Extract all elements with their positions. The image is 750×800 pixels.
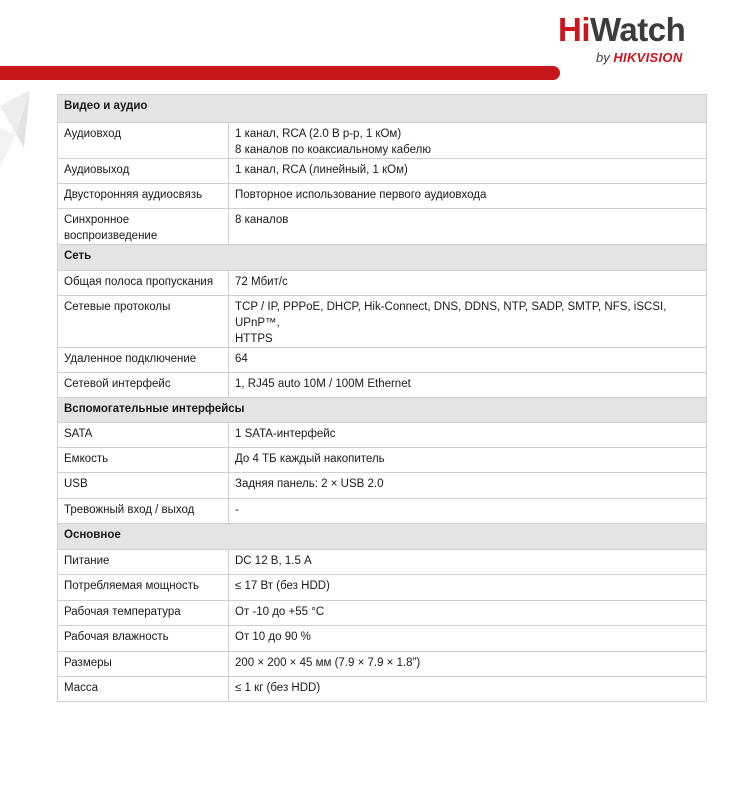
spec-value-line: 64 [235,353,248,365]
spec-value-line: - [235,504,239,516]
spec-label: Двусторонняя аудиосвязь [58,184,229,209]
table-row [58,348,707,373]
spec-value [229,123,707,159]
logo-wordmark [558,10,685,50]
spec-value [229,473,707,499]
table-row [58,209,707,245]
spec-table [57,94,707,702]
table-row [58,652,707,677]
logo-hikvision-text: HIKVISION [613,50,683,65]
table-row [58,575,707,601]
spec-label: Сетевые протоколы [58,296,229,348]
spec-value [229,184,707,209]
spec-label: Аудиовход [58,123,229,159]
section-header-row [58,245,707,271]
logo-subtitle [596,50,683,66]
table-row [58,550,707,575]
spec-value-line: 1, RJ45 auto 10M / 100M Ethernet [235,378,411,390]
spec-label: Масса [58,677,229,702]
spec-value-line: 1 SATA-интерфейс [235,428,336,440]
logo-hi-text: Hi [558,11,590,48]
logo-by-text: by [596,50,610,65]
spec-label: USB [58,473,229,499]
hiwatch-logo [558,10,718,70]
spec-value-line: 1 канал, RCA (2.0 В р-р, 1 кОм) [235,128,402,140]
spec-value-line: DC 12 В, 1.5 А [235,555,312,567]
spec-label: Рабочая влажность [58,626,229,652]
decorative-triangle-graphic [0,88,40,188]
spec-label: Потребляемая мощность [58,575,229,601]
table-row [58,423,707,448]
spec-value [229,652,707,677]
spec-table-body [58,95,707,702]
section-title: Вспомогательные интерфейсы [58,398,707,423]
spec-value-line: 8 каналов по коаксиальному кабелю [235,144,431,156]
table-row [58,271,707,296]
spec-value [229,271,707,296]
table-row [58,473,707,499]
spec-value-line: До 4 ТБ каждый накопитель [235,453,385,465]
header-red-bar [0,66,560,80]
table-row [58,296,707,348]
spec-value [229,423,707,448]
section-header-row [58,95,707,123]
spec-value-line: ≤ 1 кг (без HDD) [235,682,321,694]
spec-value-line: 8 каналов [235,214,289,226]
spec-value [229,550,707,575]
spec-label: Синхронное воспроизведение [58,209,229,245]
spec-value [229,575,707,601]
spec-value-line: Повторное использование первого аудиовхода [235,189,487,201]
spec-value [229,348,707,373]
spec-value [229,159,707,184]
section-title: Основное [58,524,707,550]
table-row [58,499,707,524]
logo-watch-text: Watch [590,11,686,48]
table-row [58,626,707,652]
spec-value-line: От 10 до 90 % [235,631,311,643]
section-header-row [58,524,707,550]
spec-value [229,601,707,626]
spec-label: Тревожный вход / выход [58,499,229,524]
section-title: Сеть [58,245,707,271]
spec-label: Размеры [58,652,229,677]
table-row [58,373,707,398]
spec-value [229,499,707,524]
spec-value [229,448,707,473]
spec-label: SATA [58,423,229,448]
spec-value-line: Задняя панель: 2 × USB 2.0 [235,478,384,490]
spec-label: Сетевой интерфейс [58,373,229,398]
spec-value [229,296,707,348]
spec-value [229,677,707,702]
spec-label: Общая полоса пропускания [58,271,229,296]
spec-value-line: 72 Мбит/с [235,276,288,288]
section-title: Видео и аудио [58,95,707,123]
spec-value [229,626,707,652]
spec-value-line: 1 канал, RCA (линейный, 1 кОм) [235,164,408,176]
spec-label: Рабочая температура [58,601,229,626]
spec-label: Емкость [58,448,229,473]
spec-value-line: 200 × 200 × 45 мм (7.9 × 7.9 × 1.8”) [235,657,421,669]
spec-value [229,373,707,398]
spec-value [229,209,707,245]
table-row [58,677,707,702]
table-row [58,123,707,159]
spec-label: Питание [58,550,229,575]
spec-value-line: От -10 до +55 °C [235,606,325,618]
spec-value-line: TCP / IP, PPPoE, DHCP, Hik-Connect, DNS, DDNS, NTP, SADP, SMTP, NFS, iSCSI, UPnP™, [235,301,667,329]
section-header-row [58,398,707,423]
table-row [58,601,707,626]
table-row [58,184,707,209]
spec-label: Удаленное подключение [58,348,229,373]
spec-value-line: HTTPS [235,333,273,345]
table-row [58,159,707,184]
spec-label: Аудиовыход [58,159,229,184]
table-row [58,448,707,473]
spec-value-line: ≤ 17 Вт (без HDD) [235,580,330,592]
